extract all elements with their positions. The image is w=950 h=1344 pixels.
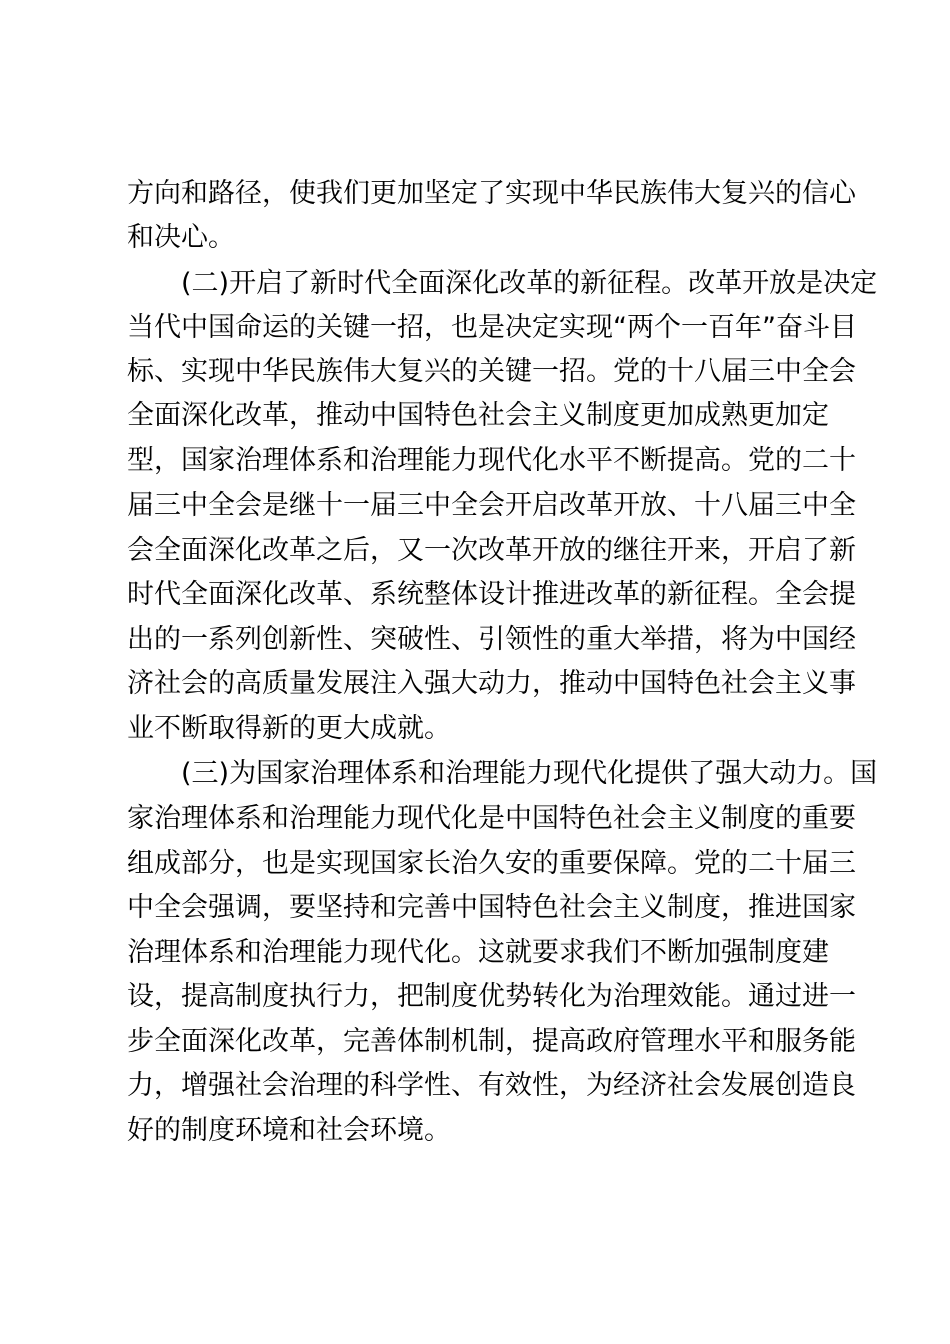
section-heading-line: (二)开启了新时代全面深化改革的新征程。改革开放是决定 [181, 268, 878, 299]
text-line: 治理体系和治理能力现代化。这就要求我们不断加强制度建 [127, 937, 829, 968]
text-line: 组成部分，也是实现国家长治久安的重要保障。党的二十届三 [127, 848, 856, 879]
text-line: 力，增强社会治理的科学性、有效性，为经济社会发展创造良 [127, 1070, 856, 1101]
text-line: 济社会的高质量发展注入强大动力，推动中国特色社会主义事 [127, 668, 856, 699]
text-line: 会全面深化改革之后，又一次改革开放的继往开来，开启了新 [127, 535, 856, 566]
text-line: 标、实现中华民族伟大复兴的关键一招。党的十八届三中全会 [127, 356, 856, 387]
text-line: 型，国家治理体系和治理能力现代化水平不断提高。党的二十 [127, 445, 856, 476]
text-line: 步全面深化改革，完善体制机制，提高政府管理水平和服务能 [127, 1026, 856, 1057]
text-line: 和决心。 [127, 222, 235, 253]
text-line: 家治理体系和治理能力现代化是中国特色社会主义制度的重要 [127, 803, 856, 834]
text-line: 全面深化改革，推动中国特色社会主义制度更加成熟更加定 [127, 400, 829, 431]
section-heading-line: (三)为国家治理体系和治理能力现代化提供了强大动力。国 [181, 758, 878, 789]
text-line: 出的一系列创新性、突破性、引领性的重大举措，将为中国经 [127, 624, 856, 655]
text-line: 业不断取得新的更大成就。 [127, 713, 451, 744]
text-line: 届三中全会是继十一届三中全会开启改革开放、十八届三中全 [127, 490, 856, 521]
text-line: 当代中国命运的关键一招，也是决定实现“两个一百年”奋斗目 [127, 312, 857, 343]
text-line: 时代全面深化改革、系统整体设计推进改革的新征程。全会提 [127, 579, 856, 610]
text-line: 方向和路径，使我们更加坚定了实现中华民族伟大复兴的信心 [127, 178, 856, 209]
text-line: 中全会强调，要坚持和完善中国特色社会主义制度，推进国家 [127, 892, 856, 923]
text-line: 好的制度环境和社会环境。 [127, 1115, 451, 1146]
text-line: 设，提高制度执行力，把制度优势转化为治理效能。通过进一 [127, 981, 856, 1012]
